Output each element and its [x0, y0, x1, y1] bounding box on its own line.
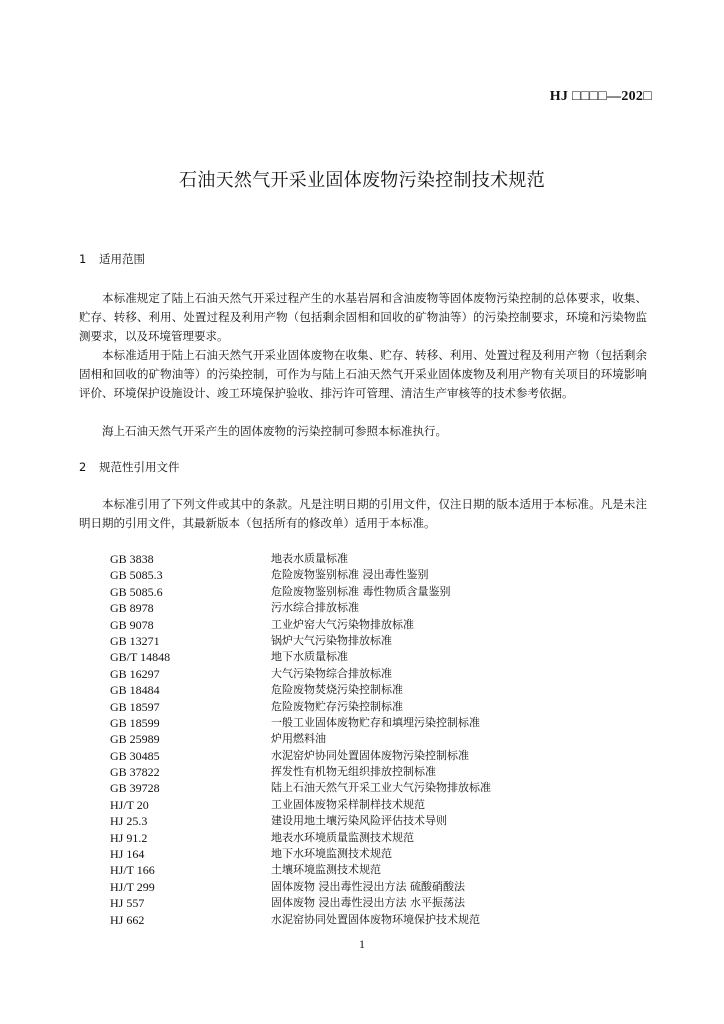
- paragraph: 本标准适用于陆上石油天然气开采业固体废物在收集、贮存、转移、利用、处置过程及利用产物（包括剩余固相和回收的矿物油等）的污染控制，可作为与陆上石油天然气开采业固体废物及利用产物有关项目的环境影响评价、环境保护设施设计、竣工环境保护验收、排污许可管理、清洁生产审核等的技术参考依据。: [79, 348, 647, 400]
- reference-title: 水泥窑协同处置固体废物环境保护技术规范: [271, 912, 480, 926]
- normative-reference-list: [110, 551, 610, 928]
- reference-item: [110, 666, 610, 682]
- reference-code: GB 3838: [110, 552, 154, 566]
- reference-item: [110, 813, 610, 829]
- reference-code: HJ 91.2: [110, 830, 148, 845]
- reference-item: [110, 633, 610, 649]
- reference-item: [110, 584, 610, 600]
- reference-code: GB 18484: [110, 683, 160, 698]
- reference-item: [110, 862, 610, 878]
- reference-item: [110, 846, 610, 862]
- reference-code: HJ/T 166: [110, 863, 155, 878]
- reference-title: 固体废物 浸出毒性浸出方法 水平振荡法: [271, 896, 465, 910]
- document-title: 石油天然气开采业固体废物污染控制技术规范: [179, 170, 545, 191]
- reference-code: GB 37822: [110, 765, 160, 780]
- reference-item: [110, 617, 610, 633]
- reference-code: GB 25989: [110, 732, 160, 747]
- section-title: 适用范围: [99, 252, 145, 266]
- reference-item: [110, 699, 610, 715]
- reference-title: 陆上石油天然气开采工业大气污染物排放标准: [271, 781, 491, 795]
- reference-item: [110, 600, 610, 616]
- reference-code: GB 8978: [110, 601, 154, 616]
- reference-item: [110, 780, 610, 796]
- reference-title: 工业固体废物采样制样技术规范: [271, 797, 425, 811]
- reference-code: GB/T 14848: [110, 650, 171, 665]
- reference-title: 一般工业固体废物贮存和填埋污染控制标准: [271, 715, 480, 729]
- reference-item: [110, 830, 610, 846]
- page-number: 1: [359, 937, 365, 951]
- reference-code: GB 5085.6: [110, 584, 163, 599]
- reference-title: 危险废物贮存污染控制标准: [271, 699, 403, 713]
- reference-code: HJ/T 299: [110, 879, 155, 894]
- reference-code: HJ 557: [110, 896, 145, 911]
- reference-item: [110, 551, 610, 567]
- reference-item: [110, 649, 610, 665]
- reference-title: 污水综合排放标准: [271, 601, 359, 615]
- reference-item: [110, 764, 610, 780]
- reference-item: [110, 912, 610, 928]
- reference-title: 危险废物焚烧污染控制标准: [271, 683, 403, 697]
- reference-item: [110, 682, 610, 698]
- standard-code: HJ □□□□—202□: [549, 89, 652, 104]
- reference-title: 危险废物鉴别标准 毒性物质含量鉴别: [271, 584, 451, 598]
- paragraph: 本标准引用了下列文件或其中的条款。凡是注明日期的引用文件，仅注日期的版本适用于本标准。凡是未注明日期的引用文件，其最新版本（包括所有的修改单）适用于本标准。: [79, 497, 647, 530]
- reference-code: HJ 25.3: [110, 814, 148, 829]
- reference-title: 大气污染物综合排放标准: [271, 666, 392, 680]
- reference-title: 地下水质量标准: [271, 650, 348, 664]
- reference-item: [110, 731, 610, 747]
- reference-code: GB 18597: [110, 699, 160, 714]
- section-2-heading: [79, 459, 180, 475]
- section-1-heading: [79, 251, 145, 267]
- paragraph: 本标准规定了陆上石油天然气开采过程产生的水基岩屑和含油废物等固体废物污染控制的总体要求，收集、贮存、转移、利用、处置过程及利用产物（包括剩余固相和回收的矿物油等）的污染控制要求，环境和污染物监测要求，以及环境管理要求。: [79, 291, 647, 343]
- reference-title: 挥发性有机物无组织排放控制标准: [271, 765, 436, 779]
- reference-item: [110, 748, 610, 764]
- reference-title: 土壤环境监测技术规范: [271, 863, 381, 877]
- reference-title: 锅炉大气污染物排放标准: [271, 633, 392, 647]
- reference-item: [110, 895, 610, 911]
- reference-title: 工业炉窑大气污染物排放标准: [271, 617, 414, 631]
- paragraph: 海上石油天然气开采产生的固体废物的污染控制可参照本标准执行。: [102, 424, 447, 438]
- reference-title: 地表水质量标准: [271, 552, 348, 565]
- reference-code: GB 16297: [110, 666, 160, 681]
- reference-item: [110, 879, 610, 895]
- reference-code: GB 5085.3: [110, 568, 163, 583]
- reference-title: 炉用燃料油: [271, 732, 326, 746]
- reference-title: 水泥窑炉协同处置固体废物污染控制标准: [271, 748, 469, 762]
- reference-item: [110, 797, 610, 813]
- section-number: 2: [79, 460, 87, 474]
- reference-item: [110, 715, 610, 731]
- section-number: 1: [79, 252, 87, 266]
- reference-code: HJ 662: [110, 912, 145, 927]
- reference-title: 地下水环境监测技术规范: [271, 847, 392, 861]
- reference-item: [110, 567, 610, 583]
- reference-code: GB 9078: [110, 617, 154, 632]
- reference-title: 地表水环境质量监测技术规范: [271, 830, 414, 844]
- reference-code: GB 30485: [110, 748, 160, 763]
- reference-title: 建设用地土壤污染风险评估技术导则: [271, 814, 447, 828]
- reference-code: GB 39728: [110, 781, 160, 796]
- reference-code: HJ/T 20: [110, 797, 149, 812]
- reference-title: 固体废物 浸出毒性浸出方法 硫酸硝酸法: [271, 879, 465, 893]
- reference-code: GB 13271: [110, 633, 160, 648]
- reference-code: HJ 164: [110, 847, 145, 862]
- reference-code: GB 18599: [110, 715, 160, 730]
- section-title: 规范性引用文件: [99, 460, 180, 474]
- reference-title: 危险废物鉴别标准 浸出毒性鉴别: [271, 568, 429, 582]
